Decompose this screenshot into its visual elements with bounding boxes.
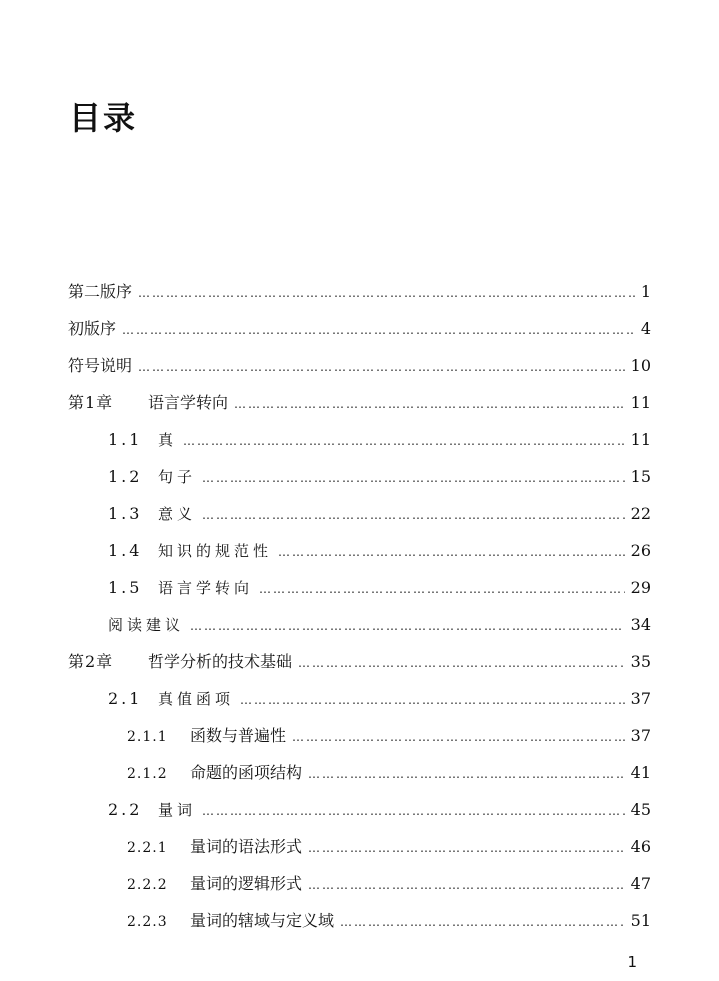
toc-entry-page: 1 [640,282,651,301]
toc-entry-reading[interactable] [108,607,651,643]
page-number: 1 [627,953,637,971]
toc-entry-number: 2.1.1 [127,729,168,745]
dot-leader [240,682,625,718]
toc-entry-page: 26 [630,541,651,560]
toc-entry-page: 22 [630,504,651,523]
dot-leader [202,460,625,496]
toc-entry-title: 意义 [158,505,197,523]
dot-leader [190,608,625,644]
toc-entry-page: 47 [630,874,651,893]
toc-entry-section-1-5[interactable] [108,570,651,606]
toc-entry-number: 1.4 [108,541,143,560]
toc-entry-number: 1.5 [108,578,143,597]
dot-leader [183,423,625,459]
toc-entry-page: 37 [630,689,651,708]
dot-leader [292,719,625,755]
toc-entry-title: 命题的函项结构 [190,763,303,782]
toc-entry-number: 1.2 [108,467,143,486]
toc-entry-title: 量词 [158,801,197,819]
toc-entry-number: 2.2.2 [127,877,168,893]
toc-entry-chapter-2[interactable] [68,644,651,680]
toc-entry-section-2-1-1[interactable] [127,718,651,754]
toc-entry-preface-2nd[interactable] [68,274,651,310]
dot-leader [202,793,625,829]
toc-entry-number: 2.2.3 [127,914,168,930]
toc-entry-number: 1.3 [108,504,143,523]
toc-entry-page: 37 [630,726,651,745]
toc-entry-section-1-4[interactable] [108,533,651,569]
toc-entry-title: 符号说明 [68,356,133,375]
toc-entry-section-2-1[interactable] [108,681,651,717]
toc-entry-title: 语言学转向 [148,393,229,412]
toc-entry-title: 量词的语法形式 [190,837,303,856]
toc-entry-title: 句子 [158,468,197,486]
toc-entry-page: 15 [630,467,651,486]
toc-entry-section-2-2-1[interactable] [127,829,651,865]
toc-entry-page: 35 [630,652,651,671]
toc-entry-page: 46 [630,837,651,856]
dot-leader [298,645,625,681]
toc-entry-page: 4 [640,319,651,338]
toc-entry-title: 哲学分析的技术基础 [148,652,293,671]
toc-entry-symbols[interactable] [68,348,651,384]
dot-leader [340,904,625,940]
toc-entry-page: 41 [630,763,651,782]
toc-entry-page: 34 [630,615,651,634]
toc-entry-page: 29 [630,578,651,597]
dot-leader [308,867,625,903]
toc-entry-section-1-3[interactable] [108,496,651,532]
toc-entry-section-2-2[interactable] [108,792,651,828]
toc-entry-title: 第二版序 [68,282,133,301]
toc-entry-number: 2.1.2 [127,766,168,782]
page-title: 目录 [69,99,138,137]
toc-entry-number: 第2章 [68,652,114,671]
toc-entry-chapter-1[interactable] [68,385,651,421]
toc-entry-page: 10 [630,356,651,375]
dot-leader [138,349,625,385]
toc-entry-preface-1st[interactable] [68,311,651,347]
toc-entry-section-2-1-2[interactable] [127,755,651,791]
toc-entry-title: 知识的规范性 [158,542,273,560]
toc-entry-section-1-2[interactable] [108,459,651,495]
toc-entry-title: 量词的辖域与定义域 [190,911,335,930]
toc-entry-page: 45 [630,800,651,819]
toc-entry-title: 量词的逻辑形式 [190,874,303,893]
toc-entry-title: 阅读建议 [108,616,185,634]
toc-entry-title: 真 [158,431,178,449]
toc-entry-title: 语言学转向 [158,579,254,597]
dot-leader [122,312,635,348]
toc-entry-number: 2.2.1 [127,840,168,856]
dot-leader [259,571,625,607]
dot-leader [234,386,625,422]
dot-leader [278,534,625,570]
toc-entry-number: 2.1 [108,689,143,708]
dot-leader [138,275,635,311]
toc-entry-number: 2.2 [108,800,143,819]
toc-entry-title: 真值函项 [158,690,235,708]
dot-leader [308,756,625,792]
dot-leader [202,497,625,533]
toc-entry-number: 第1章 [68,393,114,412]
toc-entry-title: 函数与普遍性 [190,726,287,745]
toc-entry-section-2-2-3[interactable] [127,903,651,939]
toc-entry-number: 1.1 [108,430,143,449]
toc-entry-title: 初版序 [68,319,117,338]
toc-entry-page: 11 [630,430,651,449]
toc-entry-section-1-1[interactable] [108,422,651,458]
toc-entry-section-2-2-2[interactable] [127,866,651,902]
dot-leader [308,830,625,866]
toc-entry-page: 51 [630,911,651,930]
toc-entry-page: 11 [630,393,651,412]
